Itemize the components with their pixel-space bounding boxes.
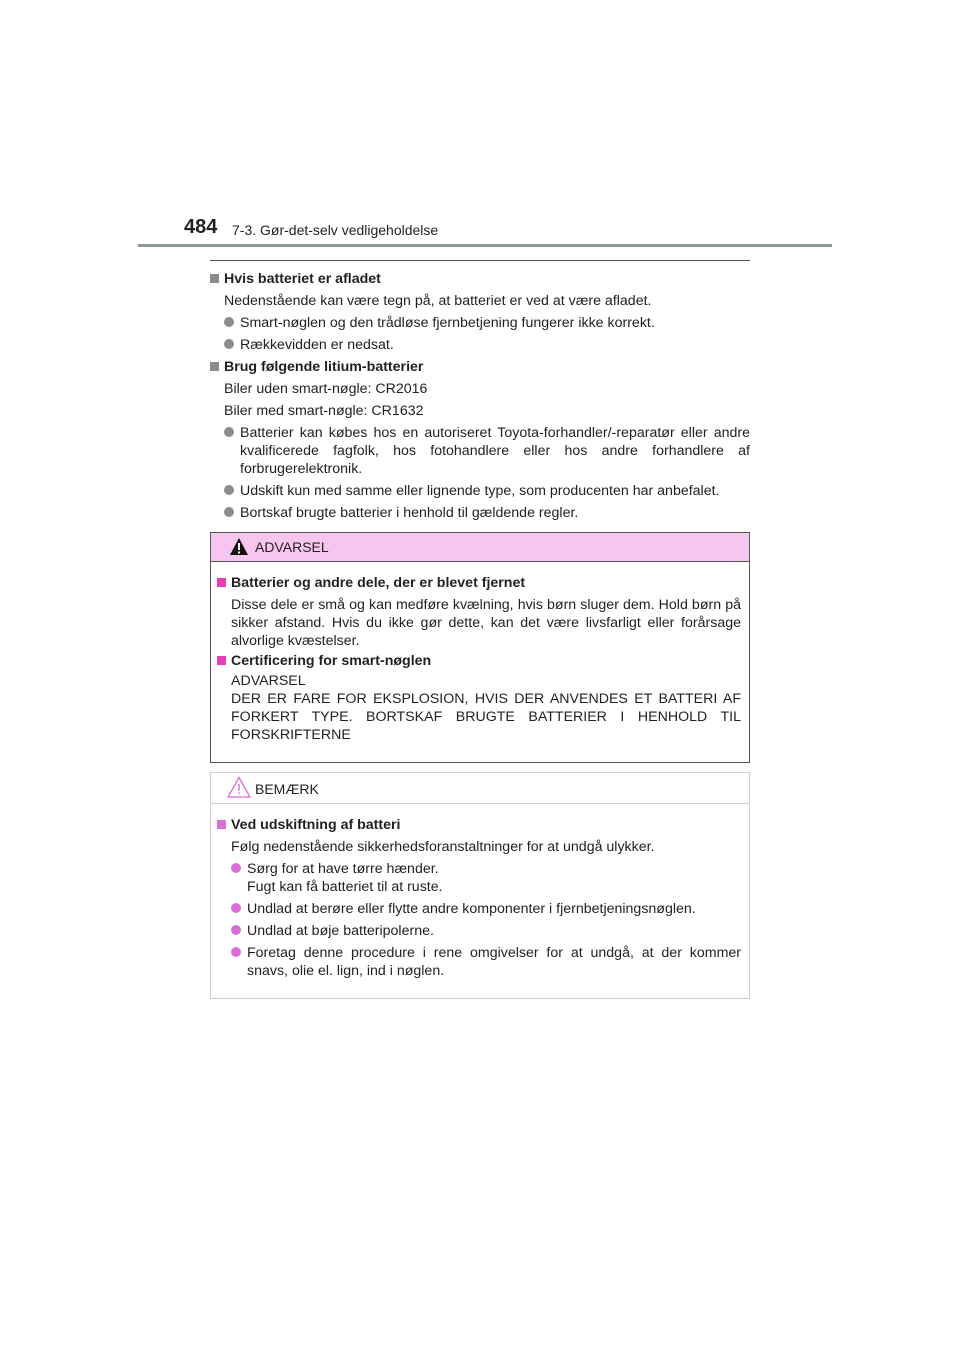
square-bullet-icon (217, 820, 226, 829)
circle-bullet-icon (231, 903, 241, 913)
circle-bullet-icon (224, 339, 234, 349)
note-label: BEMÆRK (255, 781, 319, 797)
page-number: 484 (184, 216, 218, 238)
list-item: Undlad at berøre eller flytte andre komponenter i fjernbetjeningsnøglen. (217, 900, 741, 918)
warning-header (211, 533, 749, 562)
warning-triangle-icon (229, 537, 249, 556)
square-bullet-icon (210, 274, 219, 283)
warning-box (210, 532, 750, 763)
circle-bullet-icon (224, 507, 234, 517)
note-box (210, 772, 750, 999)
paragraph: Biler uden smart-nøgle: CR2016 (224, 381, 428, 397)
section-title: 7-3. Gør-det-selv vedligeholdelse (232, 222, 439, 238)
list-item: Sørg for at have tørre hænder. Fugt kan få batteriet til at ruste. (217, 860, 741, 896)
circle-bullet-icon (224, 427, 234, 437)
circle-bullet-icon (224, 317, 234, 327)
circle-bullet-icon (231, 947, 241, 957)
paragraph: ADVARSEL (231, 673, 306, 689)
caution-triangle-icon (227, 776, 251, 798)
warning-label: ADVARSEL (255, 539, 329, 555)
list-item: Rækkevidden er nedsat. (210, 336, 750, 354)
note-body (211, 804, 749, 980)
header-rule (138, 244, 832, 247)
list-item: Bortskaf brugte batterier i henhold til gældende regler. (210, 504, 750, 522)
list-item: Undlad at bøje batteripolerne. (217, 922, 741, 940)
content-rule (210, 260, 750, 261)
note-header (211, 773, 749, 804)
circle-bullet-icon (224, 485, 234, 495)
section-heading: Brug følgende litium-batterier (210, 358, 750, 376)
square-bullet-icon (217, 578, 226, 587)
square-bullet-icon (210, 362, 219, 371)
square-bullet-icon (217, 656, 226, 665)
paragraph: Følg nedenstående sikkerhedsforanstaltninger for at undgå ulykker. (231, 839, 655, 855)
section-heading: Hvis batteriet er afladet (210, 270, 750, 288)
circle-bullet-icon (231, 925, 241, 935)
warning-heading: Batterier og andre dele, der er blevet fjernet (217, 574, 741, 592)
circle-bullet-icon (231, 863, 241, 873)
paragraph: Biler med smart-nøgle: CR1632 (224, 403, 424, 419)
warning-heading: Certificering for smart-nøglen (217, 652, 741, 670)
list-item: Batterier kan købes hos en autoriseret Toyota-forhandler/-reparatør eller andre kvalificerede fagfolk, hos fotohandlere eller hos andre forhandlere af forbrugerelektronik. (210, 424, 750, 478)
paragraph: Disse dele er små og kan medføre kvælning, hvis børn sluger dem. Hold børn på sikker afstand. Hvis du ikke gør dette, kan det være livsfarligt eller forårsage alvorlige kvæstelser. (231, 597, 741, 649)
paragraph: Nedenstående kan være tegn på, at batteriet er ved at være afladet. (224, 293, 652, 309)
list-item: Udskift kun med samme eller lignende type, som producenten har anbefalet. (210, 482, 750, 500)
main-content (210, 266, 750, 522)
paragraph: DER ER FARE FOR EKSPLOSION, HVIS DER ANVENDES ET BATTERI AF FORKERT TYPE. BORTSKAF BRUGTE BATTERIER I HENHOLD TIL FORSKRIFTERNE (231, 691, 741, 743)
warning-body (211, 562, 749, 744)
list-item: Smart-nøglen og den trådløse fjernbetjening fungerer ikke korrekt. (210, 314, 750, 332)
note-heading: Ved udskiftning af batteri (217, 816, 741, 834)
list-item: Foretag denne procedure i rene omgivelser for at undgå, at der kommer snavs, olie el. lign, ind i nøglen. (217, 944, 741, 980)
